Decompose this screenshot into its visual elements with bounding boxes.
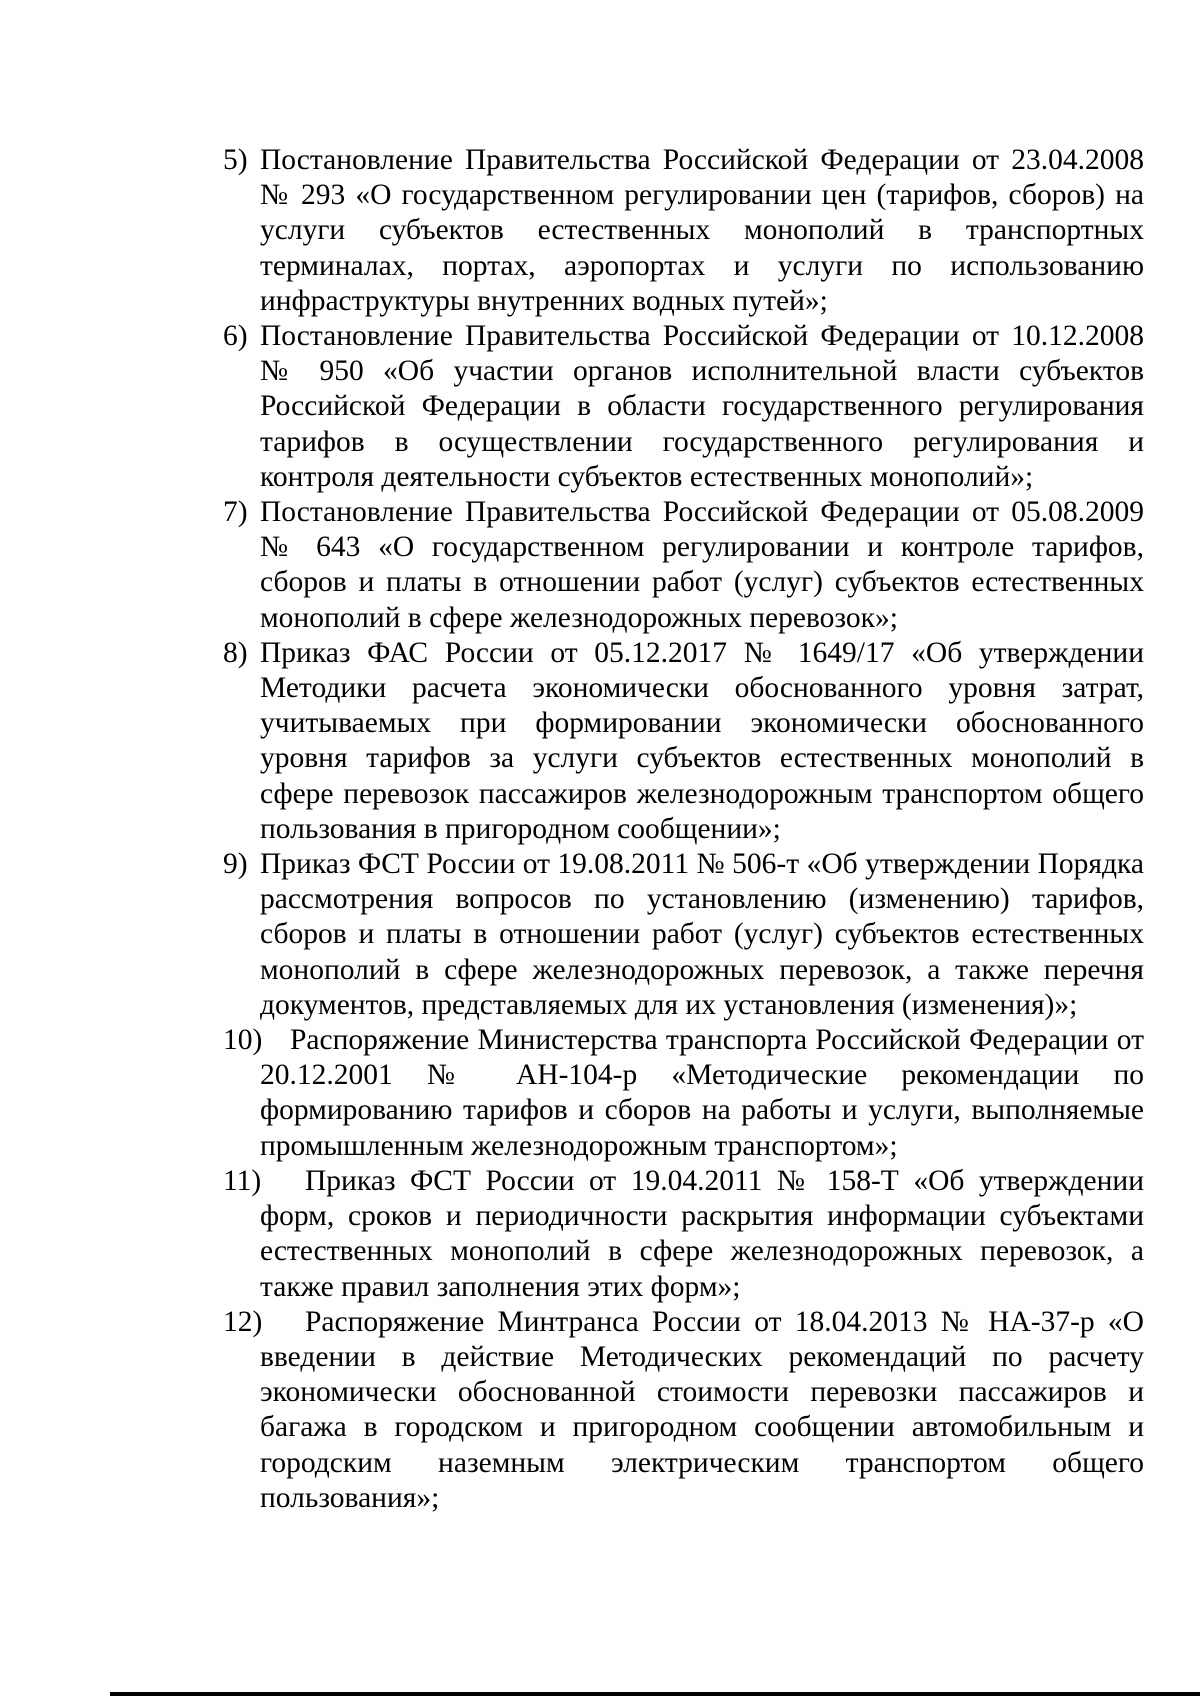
item-text: Постановление Правительства Российской Федерации от 05.08.2009 № 643 «О государственном регулировании и контроле тарифов, сборов и платы в отношении работ (услуг) субъектов естественных монополий в сфере железнодорожных перевозок»; <box>260 496 1144 634</box>
item-text: Приказ ФАС России от 05.12.2017 № 1649/17 «Об утверждении Методики расчета экономически обоснованного уровня затрат, учитываемых при формировании экономически обоснованного уровня тарифов за услуги субъектов естественных монополий в сфере перевозок пассажиров железнодорожным транспортом общего пользования в пригородном сообщении»; <box>260 636 1144 845</box>
item-number: 6) <box>223 320 248 353</box>
item-text: Постановление Правительства Российской Федерации от 23.04.2008 № 293 «О государственном регулировании цен (тарифов, сборов) на услуги субъектов естественных монополий в транспортных терминалах, портах, аэропортах и услуги по использованию инфраструктуры внутренних водных путей»; <box>260 144 1144 317</box>
item-text: Приказ ФСТ России от 19.04.2011 № 158-Т «Об утверждении форм, сроков и периодичности раскрытия информации субъектами естественных монополий в сфере железнодорожных перевозок, а также правил заполнения этих форм»; <box>260 1164 1144 1303</box>
legal-acts-list <box>223 143 1144 1516</box>
item-number: 7) <box>223 496 248 529</box>
item-text: Распоряжение Министерства транспорта Российской Федерации от 20.12.2001 № АН-104-р «Методические рекомендации по формированию тарифов и сборов на работы и услуги, выполняемые промышленным железнодорожным транспортом»; <box>260 1024 1144 1162</box>
item-number: 8) <box>223 636 248 669</box>
item-text: Распоряжение Минтранса России от 18.04.2013 № НА-37-р «О введении в действие Методических рекомендаций по расчету экономически обоснованной стоимости перевозки пассажиров и багажа в городском и пригородном сообщении автомобильным и городским наземным электрическим транспортом общего пользования»; <box>260 1305 1144 1514</box>
list-item-9 <box>223 847 1144 1023</box>
item-number: 5) <box>223 144 248 176</box>
footer-divider <box>110 1692 1200 1696</box>
item-text: Постановление Правительства Российской Федерации от 10.12.2008 № 950 «Об участии органов исполнительной власти субъектов Российской Федерации в области государственного регулирования тарифов в осуществлении государственного регулирования и контроля деятельности субъектов естественных монополий»; <box>260 320 1144 493</box>
list-item-8 <box>223 636 1144 847</box>
item-number: 9) <box>223 848 248 881</box>
list-item-10 <box>223 1023 1144 1164</box>
item-number: 10) <box>223 1024 263 1057</box>
item-number: 11) <box>223 1164 262 1197</box>
list-item-12 <box>223 1305 1144 1516</box>
list-item-5 <box>223 143 1144 319</box>
list-item-11 <box>223 1164 1144 1305</box>
item-text: Приказ ФСТ России от 19.08.2011 № 506-т «Об утверждении Порядка рассмотрения вопросов по установлению (изменению) тарифов, сборов и платы в отношении работ (услуг) субъектов естественных монополий в сфере железнодорожных перевозок, а также перечня документов, представляемых для их установления (изменения)»; <box>260 848 1144 1021</box>
list-item-7 <box>223 495 1144 636</box>
list-item-6 <box>223 319 1144 495</box>
item-number: 12) <box>223 1305 263 1338</box>
